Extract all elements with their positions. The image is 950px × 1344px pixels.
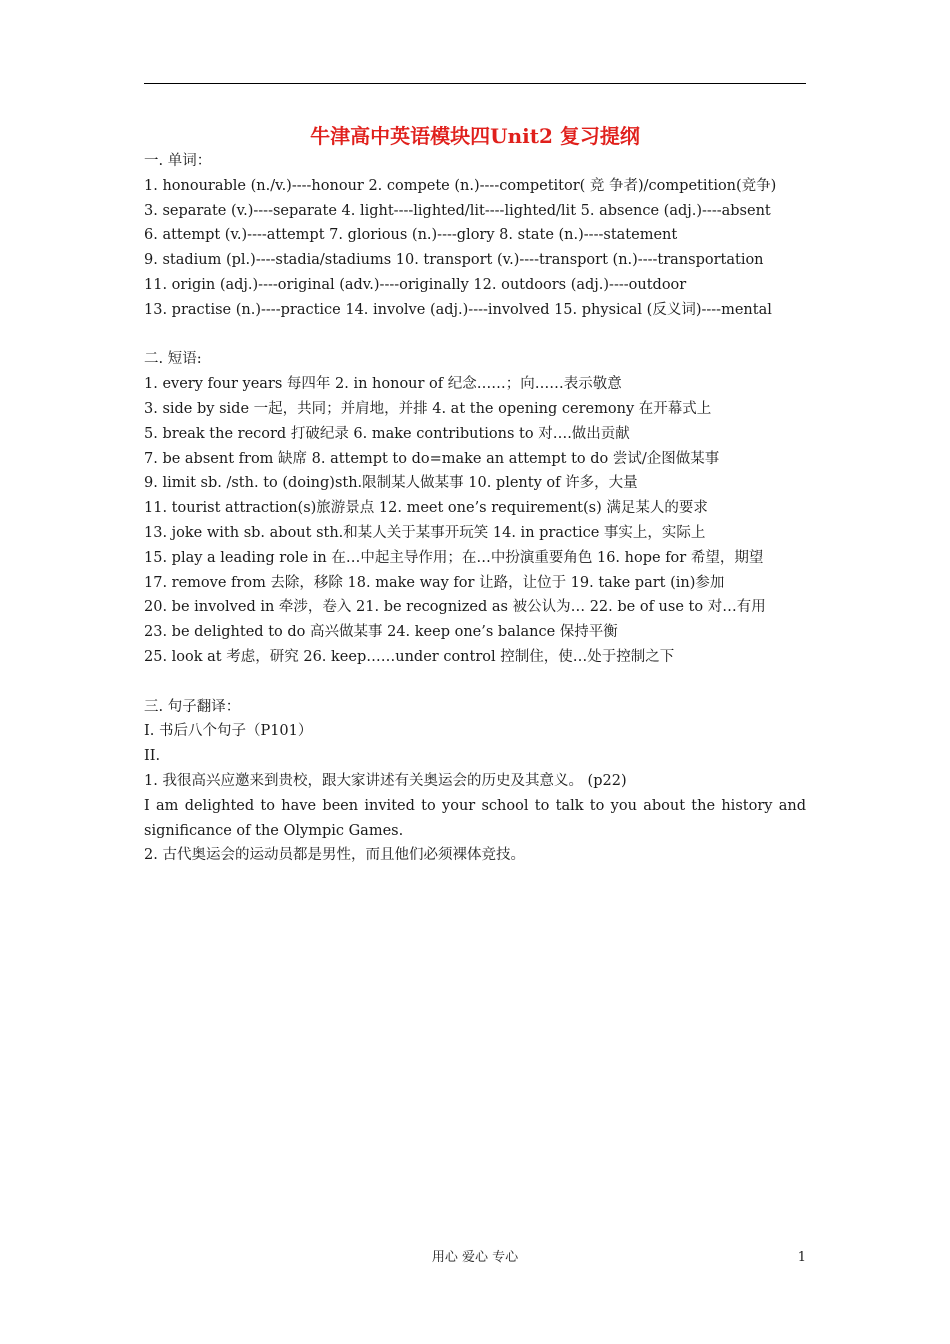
phrase-line: 11. tourist attraction(s)旅游景点 12. meet one’s requirement(s) 满足某人的要求 [144,500,708,517]
document-body [144,149,806,868]
vocab-line: 1. honourable (n./v.)----honour 2. compete (n.)----competitor( 竞 争者)/competition(竞争) [144,177,777,194]
phrase-line: 17. remove from 去除，移除 18. make way for 让路，让位于 19. take part (in)参加 [144,574,725,591]
phrase-line: 3. side by side 一起，共同；并肩地，并排 4. at the opening ceremony 在开幕式上 [144,400,712,417]
header-rule [144,83,806,84]
footer-motto: 用心 爱心 专心 [431,1250,519,1265]
section-heading-vocab: 一. 单词： [144,153,212,169]
translation-line: I am delighted to have been invited to your school to talk to you about the history and significance of the Olympic Games. [144,797,806,839]
section-heading-translation: 三. 句子翻译： [144,698,241,715]
translation-line: I. 书后八个句子（P101） [144,723,313,740]
phrase-line: 15. play a leading role in 在…中起主导作用；在…中扮演重要角色 16. hope for 希望，期望 [144,549,764,566]
phrase-line: 7. be absent from 缺席 8. attempt to do=make an attempt to do 尝试/企图做某事 [144,450,720,467]
vocab-line: 11. origin (adj.)----original (adv.)----originally 12. outdoors (adj.)----outdoor [144,276,687,293]
phrase-line: 1. every four years 每四年 2. in honour of 纪念……；向……表示敬意 [144,376,622,393]
section-heading-phrases: 二. 短语: [144,351,202,368]
phrase-line: 23. be delighted to do 高兴做某事 24. keep one’s balance 保持平衡 [144,624,618,641]
vocab-line: 9. stadium (pl.)----stadia/stadiums 10. transport (v.)----transport (n.)----transportation [144,252,764,269]
vocab-line: 13. practise (n.)----practice 14. involve (adj.)----involved 15. physical (反义词)----mental [144,301,772,318]
phrase-line: 25. look at 考虑，研究 26. keep……under control 控制住，使…处于控制之下 [144,648,675,665]
page-number: 1 [797,1250,806,1265]
phrase-line: 20. be involved in 牵涉，卷入 21. be recognized as 被公认为… 22. be of use to 对…有用 [144,599,766,616]
vocab-line: 3. separate (v.)----separate 4. light----lighted/lit----lighted/lit 5. absence (adj.)----absent [144,202,771,219]
phrase-line: 9. limit sb. /sth. to (doing)sth.限制某人做某事 10. plenty of 许多，大量 [144,475,638,492]
translation-line: II. [144,748,161,765]
phrase-line: 5. break the record 打破纪录 6. make contributions to 对….做出贡献 [144,425,630,442]
document-title: 牛津高中英语模块四Unit2 复习提纲 [310,124,640,148]
translation-line: 1. 我很高兴应邀来到贵校，跟大家讲述有关奥运会的历史及其意义。 (p22) [144,772,627,789]
phrase-line: 13. joke with sb. about sth.和某人关于某事开玩笑 14. in practice 事实上，实际上 [144,524,706,541]
vocab-line: 6. attempt (v.)----attempt 7. glorious (n.)----glory 8. state (n.)----statement [144,227,678,244]
translation-line: 2. 古代奥运会的运动员都是男性，而且他们必须裸体竞技。 [144,847,525,864]
